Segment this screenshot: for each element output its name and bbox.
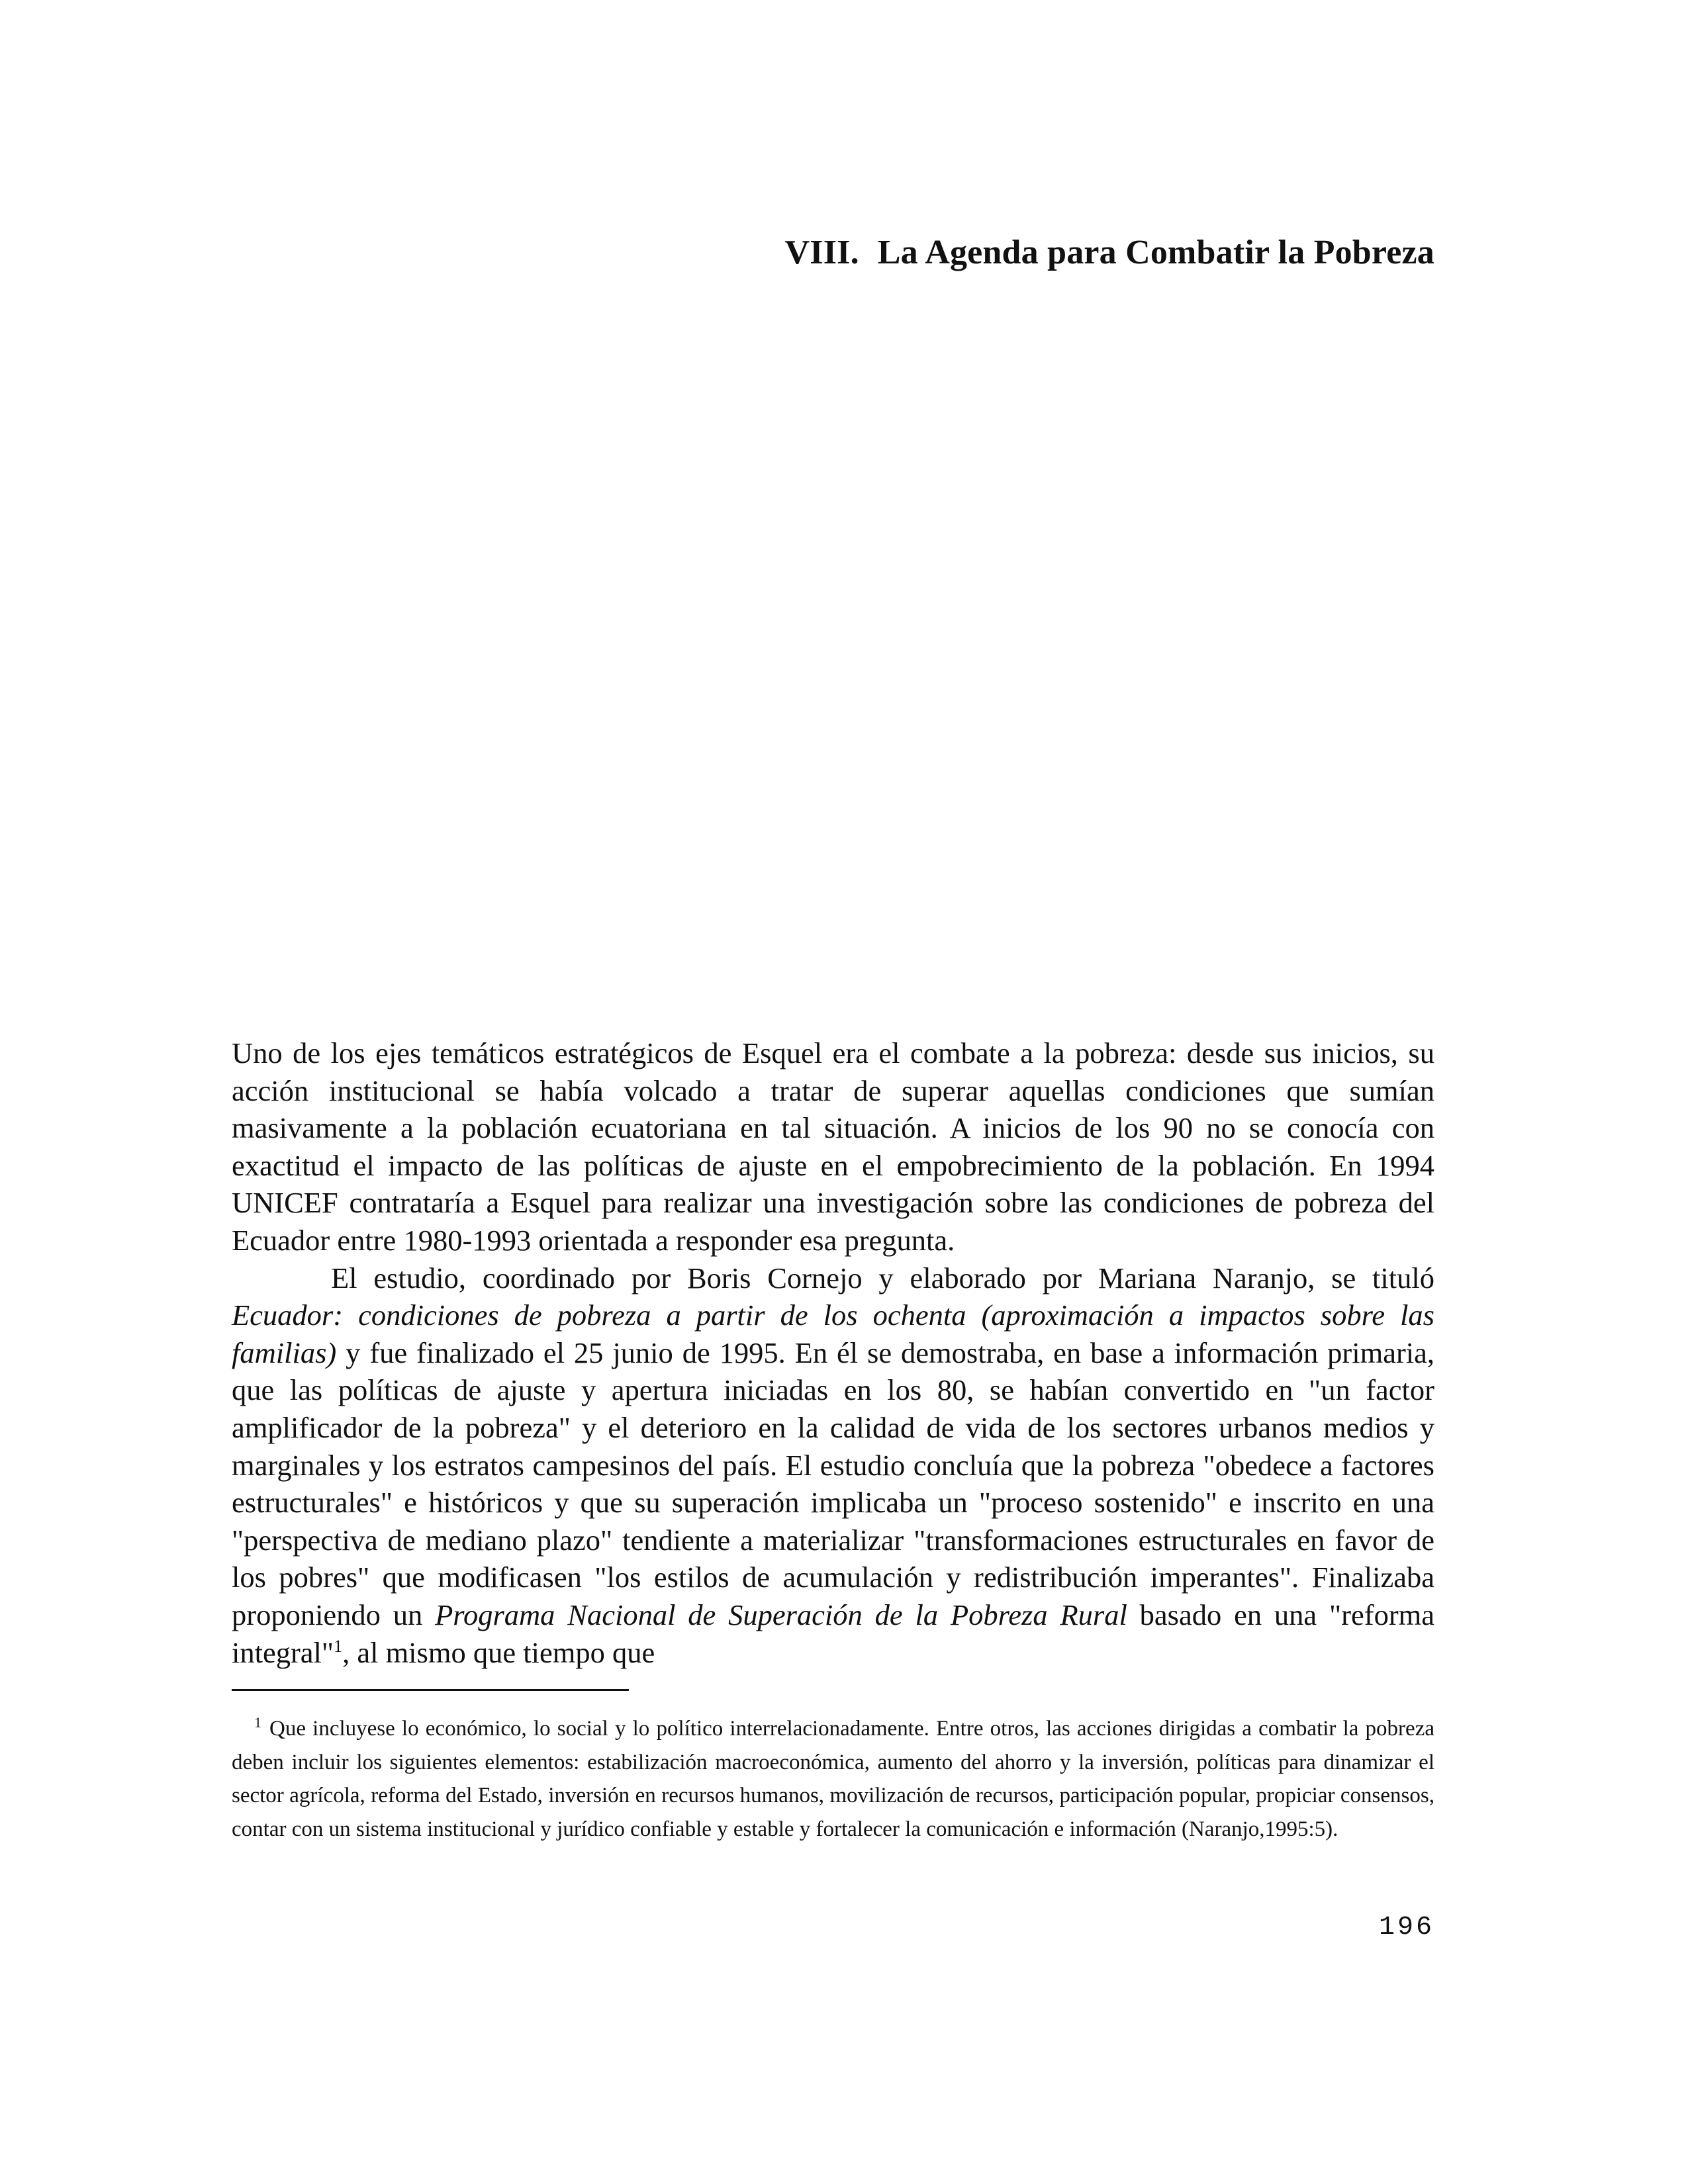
- chapter-title-text: La Agenda para Combatir la Pobreza: [877, 234, 1434, 271]
- paragraph-2-part-4: , al mismo que tiempo que: [342, 1635, 655, 1669]
- paragraph-2-part-1: El estudio, coordinado por Boris Cornejo y elaborado por Mariana Naranjo, se tituló: [331, 1261, 1434, 1295]
- study-title: Ecuador: condiciones de pobreza a partir de los ochenta (aproximación a impactos sobre las familias): [232, 1298, 1434, 1369]
- footnote-reference: 1: [334, 1636, 343, 1656]
- body-text: [232, 1034, 1434, 1671]
- footnote: [232, 1712, 1434, 1846]
- paragraph-2-part-2: y fue finalizado el 25 junio de 1995. En él se demostraba, en base a información primaria, que las políticas de ajuste y apertura iniciadas en los 80, se habían convertido en "un factor amplificador de la pobreza" y el deterioro en la calidad de vida de los sectores urbanos medios y marginales y los estratos campesinos del país. El estudio concluía que la pobreza "obedece a factores estructurales" e históricos y que su superación implicaba un "proceso sostenido" e inscrito en una "perspectiva de mediano plazo" tendiente a materializar "transformaciones estructurales en favor de los pobres" que modificasen "los estilos de acumulación y redistribución imperantes". Finalizaba proponiendo un: [232, 1336, 1434, 1631]
- paragraph-1: Uno de los ejes temáticos estratégicos de Esquel era el combate a la pobreza: desde sus inicios, su acción institucional se había volcado a tratar de superar aquellas condiciones que sumían masivamente a la población ecuatoriana en tal situación. A inicios de los 90 no se conocía con exactitud el impacto de las políticas de ajuste en el empobrecimiento de la población. En 1994 UNICEF contrataría a Esquel para realizar una investigación sobre las condiciones de pobreza del Ecuador entre 1980-1993 orientada a responder esa pregunta.: [232, 1036, 1434, 1257]
- footnote-marker: 1: [254, 1714, 261, 1731]
- program-title: Programa Nacional de Superación de la Pobreza Rural: [435, 1598, 1127, 1631]
- chapter-title: [785, 233, 1434, 272]
- page-number: 196: [1378, 1913, 1434, 1942]
- chapter-number: VIII.: [784, 234, 859, 271]
- paragraph-2-part-3: basado en una "reforma integral": [232, 1598, 1435, 1669]
- footnote-text: Que incluyese lo económico, lo social y lo político interrelacionadamente. Entre otros, las acciones dirigidas a combatir la pobreza deben incluir los siguientes elementos: estabilización macroeconómica, aumento del ahorro y la inversión, políticas para dinamizar el sector agrícola, reforma del Estado, inversión en recursos humanos, movilización de recursos, participación popular, propiciar consensos, contar con un sistema institucional y jurídico confiable y estable y fortalecer la comunicación e información (Naranjo,1995:5).: [232, 1717, 1434, 1841]
- paragraph-2: [232, 1259, 1434, 1672]
- footnote-separator: [232, 1689, 629, 1691]
